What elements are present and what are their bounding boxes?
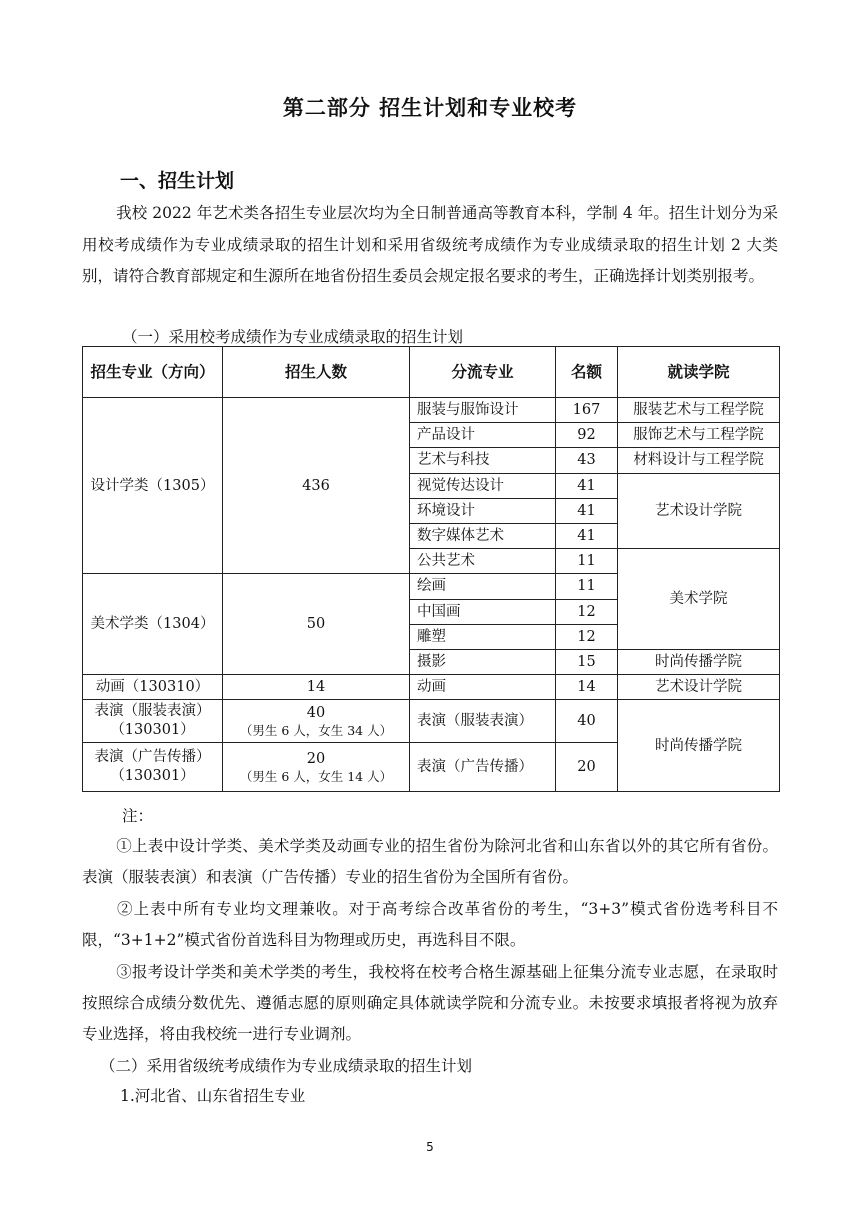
split-cell: 视觉传达设计 <box>410 473 556 498</box>
split-cell: 中国画 <box>410 599 556 624</box>
header-major: 招生专业（方向） <box>83 347 223 398</box>
split-cell: 动画 <box>410 675 556 700</box>
quota-cell: 14 <box>556 675 618 700</box>
notes-label: 注： <box>122 807 154 825</box>
split-cell: 公共艺术 <box>410 549 556 574</box>
quota-cell: 92 <box>556 423 618 448</box>
major-cell: 美术学类（1304） <box>83 574 223 675</box>
quota-cell: 11 <box>556 549 618 574</box>
note-3: ③报考设计学类和美术学类的考生，我校将在校考合格生源基础上征集分流专业志愿，在录取时按照综合成绩分数优先、遵循志愿的原则确定具体就读学院和分流专业。未按要求填报者将视为放弃专业选择，将由我校统一进行专业调剂。 <box>82 963 778 1043</box>
note-1: ①上表中设计学类、美术学类及动画专业的招生省份为除河北省和山东省以外的其它所有省份。表演（服装表演）和表演（广告传播）专业的招生省份为全国所有省份。 <box>82 837 778 886</box>
quota-cell: 15 <box>556 649 618 674</box>
quota-cell: 41 <box>556 498 618 523</box>
quota-cell: 40 <box>556 700 618 743</box>
college-cell: 艺术设计学院 <box>618 675 780 700</box>
header-quota: 名额 <box>556 347 618 398</box>
college-cell: 服饰艺术与工程学院 <box>618 423 780 448</box>
table-row <box>83 675 780 700</box>
college-cell: 时尚传播学院 <box>618 649 780 674</box>
count-cell: 50 <box>223 574 410 675</box>
page-number: 5 <box>426 1140 434 1154</box>
header-count: 招生人数 <box>223 347 410 398</box>
table-row <box>83 700 780 743</box>
table-header-row <box>83 347 780 398</box>
count-cell: 436 <box>223 398 410 574</box>
count-cell: 20 （男生 6 人，女生 14 人） <box>223 743 410 792</box>
major-cell: 表演（服装表演） （130301） <box>83 700 223 743</box>
count-cell: 14 <box>223 675 410 700</box>
college-cell: 时尚传播学院 <box>618 700 780 792</box>
split-cell: 数字媒体艺术 <box>410 523 556 548</box>
major-cell: 动画（130310） <box>83 675 223 700</box>
enrollment-plan-table <box>82 346 780 792</box>
quota-cell: 43 <box>556 448 618 473</box>
count-cell: 40 （男生 6 人，女生 34 人） <box>223 700 410 743</box>
quota-cell: 12 <box>556 599 618 624</box>
intro-text: 我校 2022 年艺术类各招生专业层次均为全日制普通高等教育本科，学制 4 年。招生计划分为采用校考成绩作为专业成绩录取的招生计划和采用省级统考成绩作为专业成绩录取的招生计划 2 大类别，请符合教育部规定和生源所在地省份招生委员会规定报名要求的考生，正确选择计划类别报考。 <box>82 204 778 285</box>
note-2: ②上表中所有专业均文理兼收。对于高考综合改革省份的考生，“3+3”模式省份选考科目不限，“3+1+2”模式省份首选科目为物理或历史，再选科目不限。 <box>82 900 778 949</box>
split-cell: 环境设计 <box>410 498 556 523</box>
split-cell: 表演（服装表演） <box>410 700 556 743</box>
college-cell: 艺术设计学院 <box>618 473 780 549</box>
split-cell: 摄影 <box>410 649 556 674</box>
split-cell: 服装与服饰设计 <box>410 398 556 423</box>
quota-cell: 20 <box>556 743 618 792</box>
quota-cell: 41 <box>556 473 618 498</box>
college-cell: 材料设计与工程学院 <box>618 448 780 473</box>
section-heading: 一、招生计划 <box>120 170 235 192</box>
split-cell: 绘画 <box>410 574 556 599</box>
split-cell: 产品设计 <box>410 423 556 448</box>
college-cell: 服装艺术与工程学院 <box>618 398 780 423</box>
major-cell: 表演（广告传播） （130301） <box>83 743 223 792</box>
subheading-school-exam: （一）采用校考成绩作为专业成绩录取的招生计划 <box>122 328 464 346</box>
subheading-province-exam: （二）采用省级统考成绩作为专业成绩录取的招生计划 <box>100 1057 473 1075</box>
quota-cell: 11 <box>556 574 618 599</box>
page-title: 第二部分 招生计划和专业校考 <box>282 96 578 120</box>
quota-cell: 167 <box>556 398 618 423</box>
college-cell: 美术学院 <box>618 549 780 650</box>
quota-cell: 41 <box>556 523 618 548</box>
split-cell: 雕塑 <box>410 624 556 649</box>
intro-paragraph <box>82 198 778 293</box>
header-college: 就读学院 <box>618 347 780 398</box>
table-row <box>83 398 780 423</box>
split-cell: 艺术与科技 <box>410 448 556 473</box>
quota-cell: 12 <box>556 624 618 649</box>
split-cell: 表演（广告传播） <box>410 743 556 792</box>
header-split: 分流专业 <box>410 347 556 398</box>
major-cell: 设计学类（1305） <box>83 398 223 574</box>
subheading-hebei-shandong: 1.河北省、山东省招生专业 <box>120 1087 306 1105</box>
